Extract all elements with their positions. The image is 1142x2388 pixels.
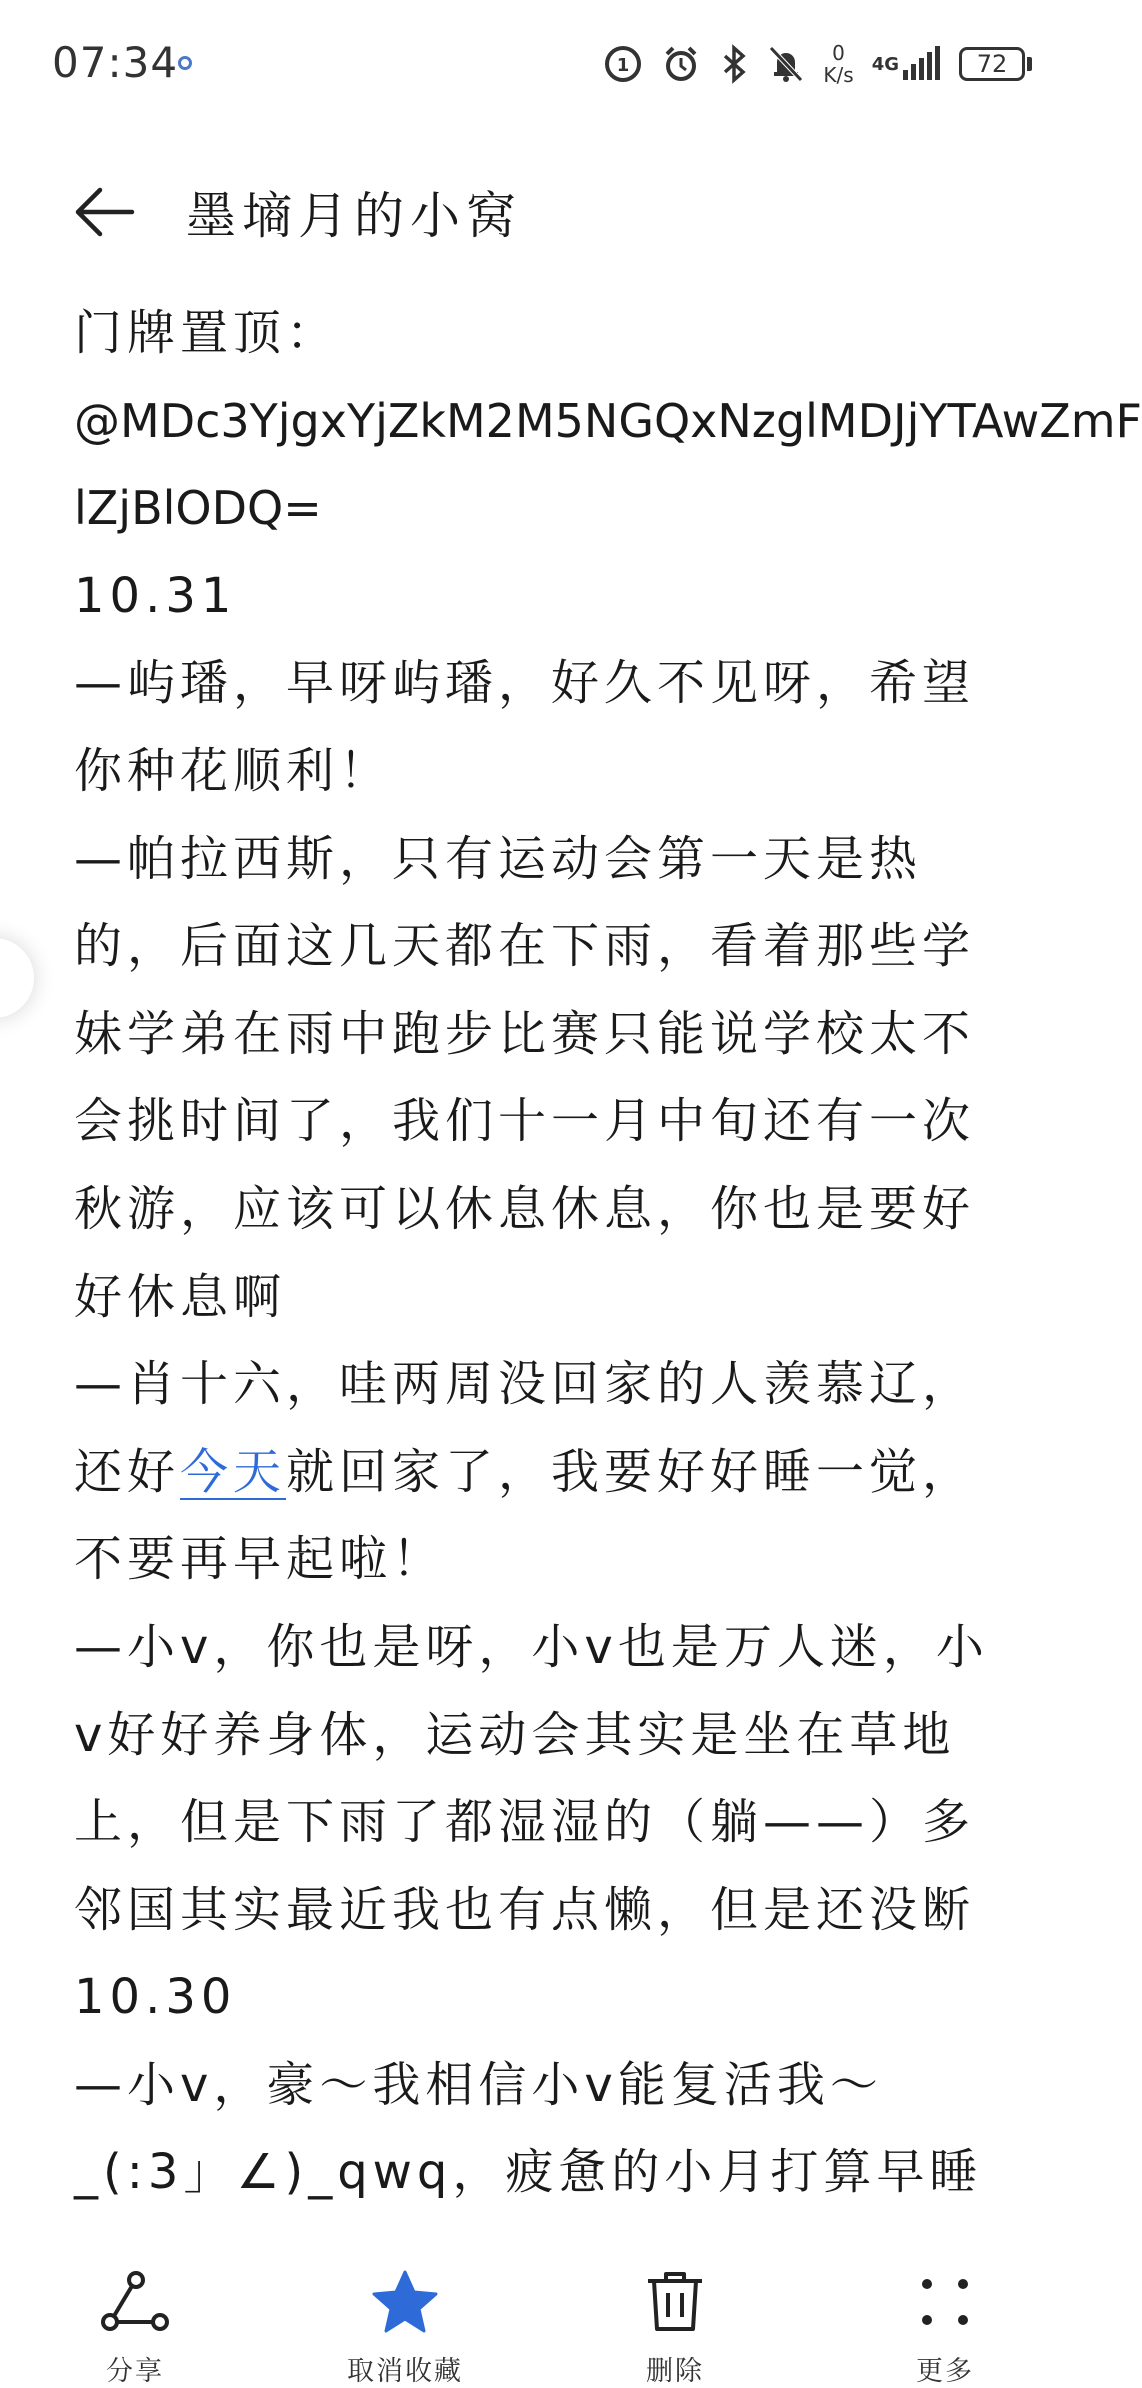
cellular-signal-icon (872, 46, 941, 82)
mute-bell-icon (767, 44, 805, 84)
text-line: 邻国其实最近我也有点懒，但是还没断 (74, 1881, 976, 1938)
date-link[interactable]: 今天 (180, 1443, 287, 1500)
unfavorite-label: 取消收藏 (347, 2356, 463, 2387)
top-app-bar (0, 150, 1080, 270)
text-line: 你种花顺利！ (74, 742, 393, 799)
text-segment: 还好 (74, 1443, 181, 1500)
hd-call-icon (603, 44, 643, 84)
text-line: 门牌置顶： (74, 305, 340, 361)
text-line: —小v，你也是呀，小v也是万人迷，小 (74, 1618, 989, 1675)
delete-button[interactable] (540, 2230, 810, 2388)
text-line: —小v，豪～我相信小v能复活我～ (74, 2056, 883, 2113)
network-speed (823, 42, 853, 86)
more-button[interactable] (810, 2230, 1080, 2388)
share-button[interactable] (0, 2230, 270, 2388)
text-line: 妹学弟在雨中跑步比赛只能说学校太不 (74, 1005, 976, 1062)
text-line: 会挑时间了，我们十一月中旬还有一次 (74, 1093, 976, 1150)
alarm-icon (661, 44, 701, 84)
text-line: 10.30 (74, 1969, 237, 2026)
more-label: 更多 (916, 2356, 974, 2387)
network-speed-value: 0 (832, 41, 845, 65)
floating-side-handle[interactable] (0, 938, 34, 1018)
text-line: —帕拉西斯，只有运动会第一天是热 (74, 830, 923, 887)
text-line: 好休息啊 (74, 1268, 287, 1325)
back-button[interactable] (62, 172, 142, 252)
delete-label: 删除 (646, 2356, 704, 2387)
more-dots-icon (909, 2268, 981, 2335)
text-line: —肖十六，哇两周没回家的人羡慕辽， (74, 1356, 976, 1413)
text-line: 上，但是下雨了都湿湿的（躺——）多 (74, 1794, 976, 1851)
text-line: 秋游，应该可以休息休息，你也是要好 (74, 1180, 976, 1237)
bottom-toolbar (0, 2230, 1080, 2388)
text-line: 不要再早起啦！ (74, 1531, 446, 1588)
text-line: @MDc3YjgxYjZkM2M5NGQxNzglMDJjYTAwZmF (74, 393, 1142, 448)
note-content[interactable] (74, 290, 1142, 2220)
text-line: v好好养身体，运动会其实是坐在草地 (74, 1706, 956, 1763)
network-speed-unit: K/s (823, 63, 854, 87)
page-title: 墨墒月的小窝 (186, 187, 522, 245)
text-line: _(:3」∠)_qwq，疲惫的小月打算早睡 (74, 2144, 983, 2201)
svg-text:1: 1 (617, 55, 630, 76)
text-line-with-link (74, 1429, 1014, 1517)
text-line: 的，后面这几天都在下雨，看着那些学 (74, 918, 976, 975)
text-line: —屿璠，早呀屿璠，好久不见呀，希望 (74, 655, 976, 712)
bluetooth-icon (719, 44, 749, 84)
share-label: 分享 (106, 2356, 164, 2387)
trash-icon (639, 2268, 711, 2335)
star-filled-icon (369, 2268, 441, 2335)
battery-level: 72 (976, 50, 1008, 78)
share-icon (99, 2268, 171, 2335)
notification-dot-icon (178, 56, 192, 70)
arrow-left-icon (70, 184, 134, 240)
text-line: 10.31 (74, 567, 237, 624)
status-time: 07:34 (52, 38, 179, 87)
text-segment: 就回家了，我要好好睡一觉， (286, 1443, 976, 1500)
status-bar (0, 0, 1080, 130)
status-icons (603, 36, 1032, 92)
unfavorite-button[interactable] (270, 2230, 540, 2388)
text-line: lZjBlODQ= (74, 481, 322, 536)
signal-type: 4G (871, 53, 899, 75)
battery-icon (959, 47, 1032, 81)
